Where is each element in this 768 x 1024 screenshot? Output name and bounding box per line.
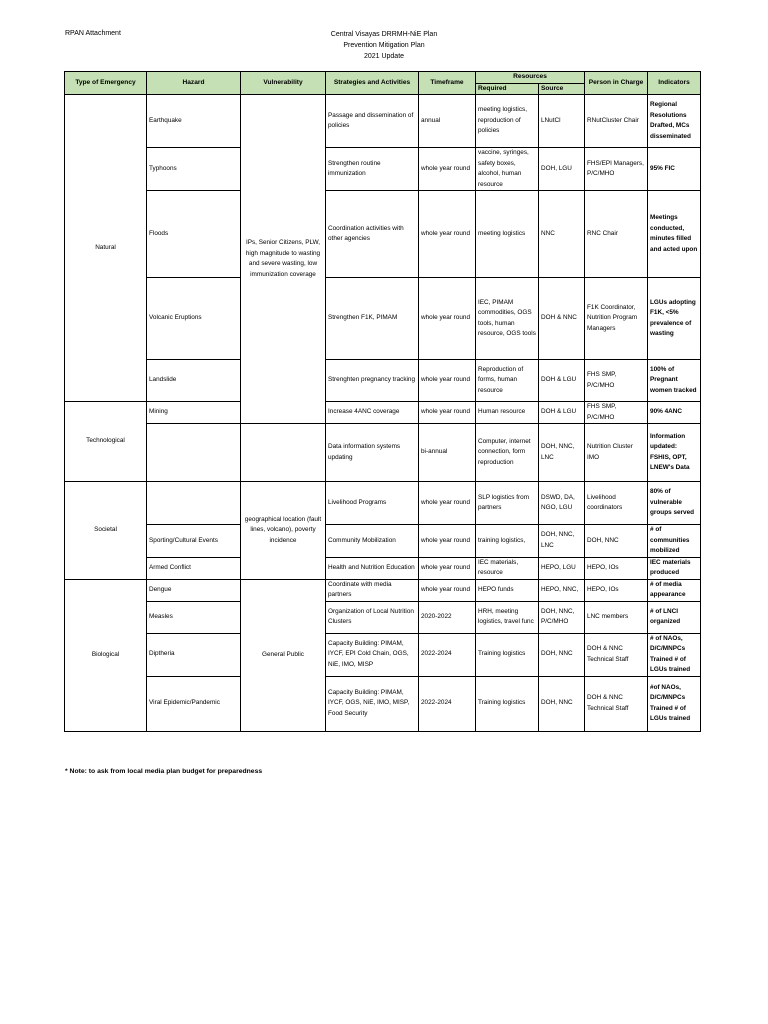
strategy-cell: Livelihood Programs [326, 482, 419, 525]
title-line-3: 2021 Update [363, 53, 405, 60]
source-cell: DOH, NNC, P/C/MHO [539, 601, 585, 633]
strategy-cell: Strengthen routine immunization [326, 148, 419, 191]
indicator-cell: 80% of vulnerable groups served [648, 482, 701, 525]
indicator-cell: # of media appearance [648, 579, 701, 601]
table-row [65, 676, 701, 731]
person-cell: RNC Chair [585, 191, 648, 278]
strategy-cell: Health and Nutrition Education [326, 557, 419, 579]
col-vulnerability: Vulnerability [241, 72, 326, 95]
source-cell: LNutCl [539, 95, 585, 148]
timeframe-cell: whole year round [419, 278, 476, 360]
hazard-cell: Typhoons [147, 148, 241, 191]
table-row [65, 360, 701, 402]
person-cell: FHS/EPI Managers, P/C/MHO [585, 148, 648, 191]
person-cell: Livelihood coordinators [585, 482, 648, 525]
table-row [65, 424, 701, 482]
col-resources: Resources [476, 72, 585, 84]
source-cell: DOH, NNC [539, 633, 585, 676]
hazard-cell [147, 424, 241, 482]
indicator-cell: 90% 4ANC [648, 402, 701, 424]
person-cell: LNC members [585, 601, 648, 633]
required-cell: training logistics, [476, 525, 539, 558]
timeframe-cell: whole year round [419, 482, 476, 525]
hazard-cell: Floods [147, 191, 241, 278]
col-required: Required [476, 83, 539, 95]
required-cell: Reproduction of forms, human resource [476, 360, 539, 402]
person-cell: F1K Coordinator, Nutrition Program Managers [585, 278, 648, 360]
table-row [65, 402, 701, 424]
indicator-cell: IEC materials produced [648, 557, 701, 579]
table-row [65, 633, 701, 676]
vulnerability-societal: geographical location (fault lines, volcano), poverty incidence [241, 482, 326, 580]
group-societal: Societal [65, 482, 147, 580]
col-timeframe: Timeframe [419, 72, 476, 95]
strategy-cell: Community Mobilization [326, 525, 419, 558]
strategy-cell: Strenghten pregnancy tracking [326, 360, 419, 402]
source-cell: DOH, NNC [539, 676, 585, 731]
table-row [65, 579, 701, 601]
person-cell: FHS SMP, P/C/MHO [585, 402, 648, 424]
group-natural: Natural [65, 95, 147, 402]
group-biological: Biological [65, 579, 147, 731]
strategy-cell: Capacity Building: PIMAM, IYCF, EPI Cold Chain, OGS, NiE, IMO, MISP [326, 633, 419, 676]
indicator-cell: # of NAOs, D/C/MNPCs Trained # of LGUs trained [648, 633, 701, 676]
strategy-cell: Organization of Local Nutrition Clusters [326, 601, 419, 633]
hazard-cell: Volcanic Eruptions [147, 278, 241, 360]
indicator-cell: Information updated: FSHIS, OPT, LNEW's Data [648, 424, 701, 482]
timeframe-cell: 2022-2024 [419, 676, 476, 731]
indicator-cell: LGUs adopting F1K, <5% prevalence of wasting [648, 278, 701, 360]
timeframe-cell: whole year round [419, 360, 476, 402]
indicator-cell: Meetings conducted, minutes filled and acted upon [648, 191, 701, 278]
plan-table [64, 71, 701, 732]
required-cell: HEPO funds [476, 579, 539, 601]
indicator-cell: 95% FIC [648, 148, 701, 191]
required-cell: meeting logistics, reproduction of policies [476, 95, 539, 148]
required-cell: Training logistics [476, 633, 539, 676]
strategy-cell: Data information systems updating [326, 424, 419, 482]
source-cell: DOH, LGU [539, 148, 585, 191]
table-row [65, 601, 701, 633]
strategy-cell: Capacity Building: PIMAM, IYCF, OGS, NiE, IMO, MISP, Food Security [326, 676, 419, 731]
indicator-cell: Regional Resolutions Drafted, MCs disseminated [648, 95, 701, 148]
timeframe-cell: 2022-2024 [419, 633, 476, 676]
timeframe-cell: bi-annual [419, 424, 476, 482]
source-cell: HEPO, LGU [539, 557, 585, 579]
source-cell: DOH & LGU [539, 360, 585, 402]
source-cell: DOH & NNC [539, 278, 585, 360]
title-line-1: Central Visayas DRRMH-NiE Plan [330, 31, 438, 38]
required-cell: Human resource [476, 402, 539, 424]
required-cell: Computer, internet connection, form reproduction [476, 424, 539, 482]
indicator-cell: #of NAOs, D/C/MNPCs Trained # of LGUs trained [648, 676, 701, 731]
hazard-cell: Armed Conflict [147, 557, 241, 579]
col-source: Source [539, 83, 585, 95]
source-cell: HEPO, NNC, [539, 579, 585, 601]
table-row [65, 525, 701, 558]
source-cell: DSWD, DA, NGO, LGU [539, 482, 585, 525]
source-cell: DOH & LGU [539, 402, 585, 424]
table-row [65, 557, 701, 579]
person-cell: RNutCluster Chair [585, 95, 648, 148]
vulnerability-natural: IPs, Senior Citizens, PLW, high magnitude to wasting and severe wasting, low immunization coverage [241, 95, 326, 424]
col-hazard: Hazard [147, 72, 241, 95]
person-cell: Nutrition Cluster IMO [585, 424, 648, 482]
strategy-cell: Strengthen F1K, PIMAM [326, 278, 419, 360]
footnote: * Note: to ask from local media plan budget for preparedness [65, 768, 263, 775]
strategy-cell: Coordination activities with other agencies [326, 191, 419, 278]
source-cell: DOH, NNC, LNC [539, 525, 585, 558]
table-row [65, 148, 701, 191]
vulnerability-biological: General Public [241, 579, 326, 731]
table-row [65, 191, 701, 278]
table-row [65, 482, 701, 525]
timeframe-cell: whole year round [419, 525, 476, 558]
person-cell: FHS SMP, P/C/MHO [585, 360, 648, 402]
timeframe-cell: annual [419, 95, 476, 148]
indicator-cell: # of communities mobilized [648, 525, 701, 558]
required-cell: meeting logistics [476, 191, 539, 278]
hazard-cell: Sporting/Cultural Events [147, 525, 241, 558]
hazard-cell: Mining [147, 402, 241, 424]
hazard-cell: Earthquake [147, 95, 241, 148]
person-cell: DOH & NNC Technical Staff [585, 633, 648, 676]
hazard-cell: Diptheria [147, 633, 241, 676]
person-cell: HEPO, IOs [585, 557, 648, 579]
person-cell: HEPO, IOs [585, 579, 648, 601]
timeframe-cell: 2020-2022 [419, 601, 476, 633]
table-row [65, 278, 701, 360]
source-cell: DOH, NNC, LNC [539, 424, 585, 482]
timeframe-cell: whole year round [419, 402, 476, 424]
strategy-cell: Passage and dissemination of policies [326, 95, 419, 148]
required-cell: IEC, PIMAM commodities, OGS tools, human resource, OGS tools [476, 278, 539, 360]
required-cell: SLP logistics from partners [476, 482, 539, 525]
source-cell: NNC [539, 191, 585, 278]
strategy-cell: Increase 4ANC coverage [326, 402, 419, 424]
hazard-cell: Viral Epidemic/Pandemic [147, 676, 241, 731]
indicator-cell: 100% of Pregnant women tracked [648, 360, 701, 402]
hazard-cell: Measles [147, 601, 241, 633]
document-title [0, 29, 768, 62]
col-strategies: Strategies and Activities [326, 72, 419, 95]
vulnerability-cell-empty [241, 424, 326, 482]
table-row [65, 95, 701, 148]
indicator-cell: # of LNCI organized [648, 601, 701, 633]
person-cell: DOH & NNC Technical Staff [585, 676, 648, 731]
group-technological: Technological [65, 402, 147, 482]
col-indicators: Indicators [648, 72, 701, 95]
required-cell: Training logistics [476, 676, 539, 731]
required-cell: HRH, meeting logistics, travel func [476, 601, 539, 633]
required-cell: IEC materials, resource [476, 557, 539, 579]
col-type-of-emergency: Type of Emergency [65, 72, 147, 95]
strategy-cell: Coordinate with media partners [326, 579, 419, 601]
timeframe-cell: whole year round [419, 148, 476, 191]
title-line-2: Prevention Mitigation Plan [343, 42, 425, 49]
hazard-cell: Dengue [147, 579, 241, 601]
timeframe-cell: whole year round [419, 191, 476, 278]
timeframe-cell: whole year round [419, 579, 476, 601]
required-cell: vaccine, syringes, safety boxes, alcohol, human resource [476, 148, 539, 191]
attachment-label: RPAN Attachment [65, 30, 121, 37]
hazard-cell: Landslide [147, 360, 241, 402]
person-cell: DOH, NNC [585, 525, 648, 558]
hazard-cell [147, 482, 241, 525]
timeframe-cell: whole year round [419, 557, 476, 579]
col-person-in-charge: Person in Charge [585, 72, 648, 95]
